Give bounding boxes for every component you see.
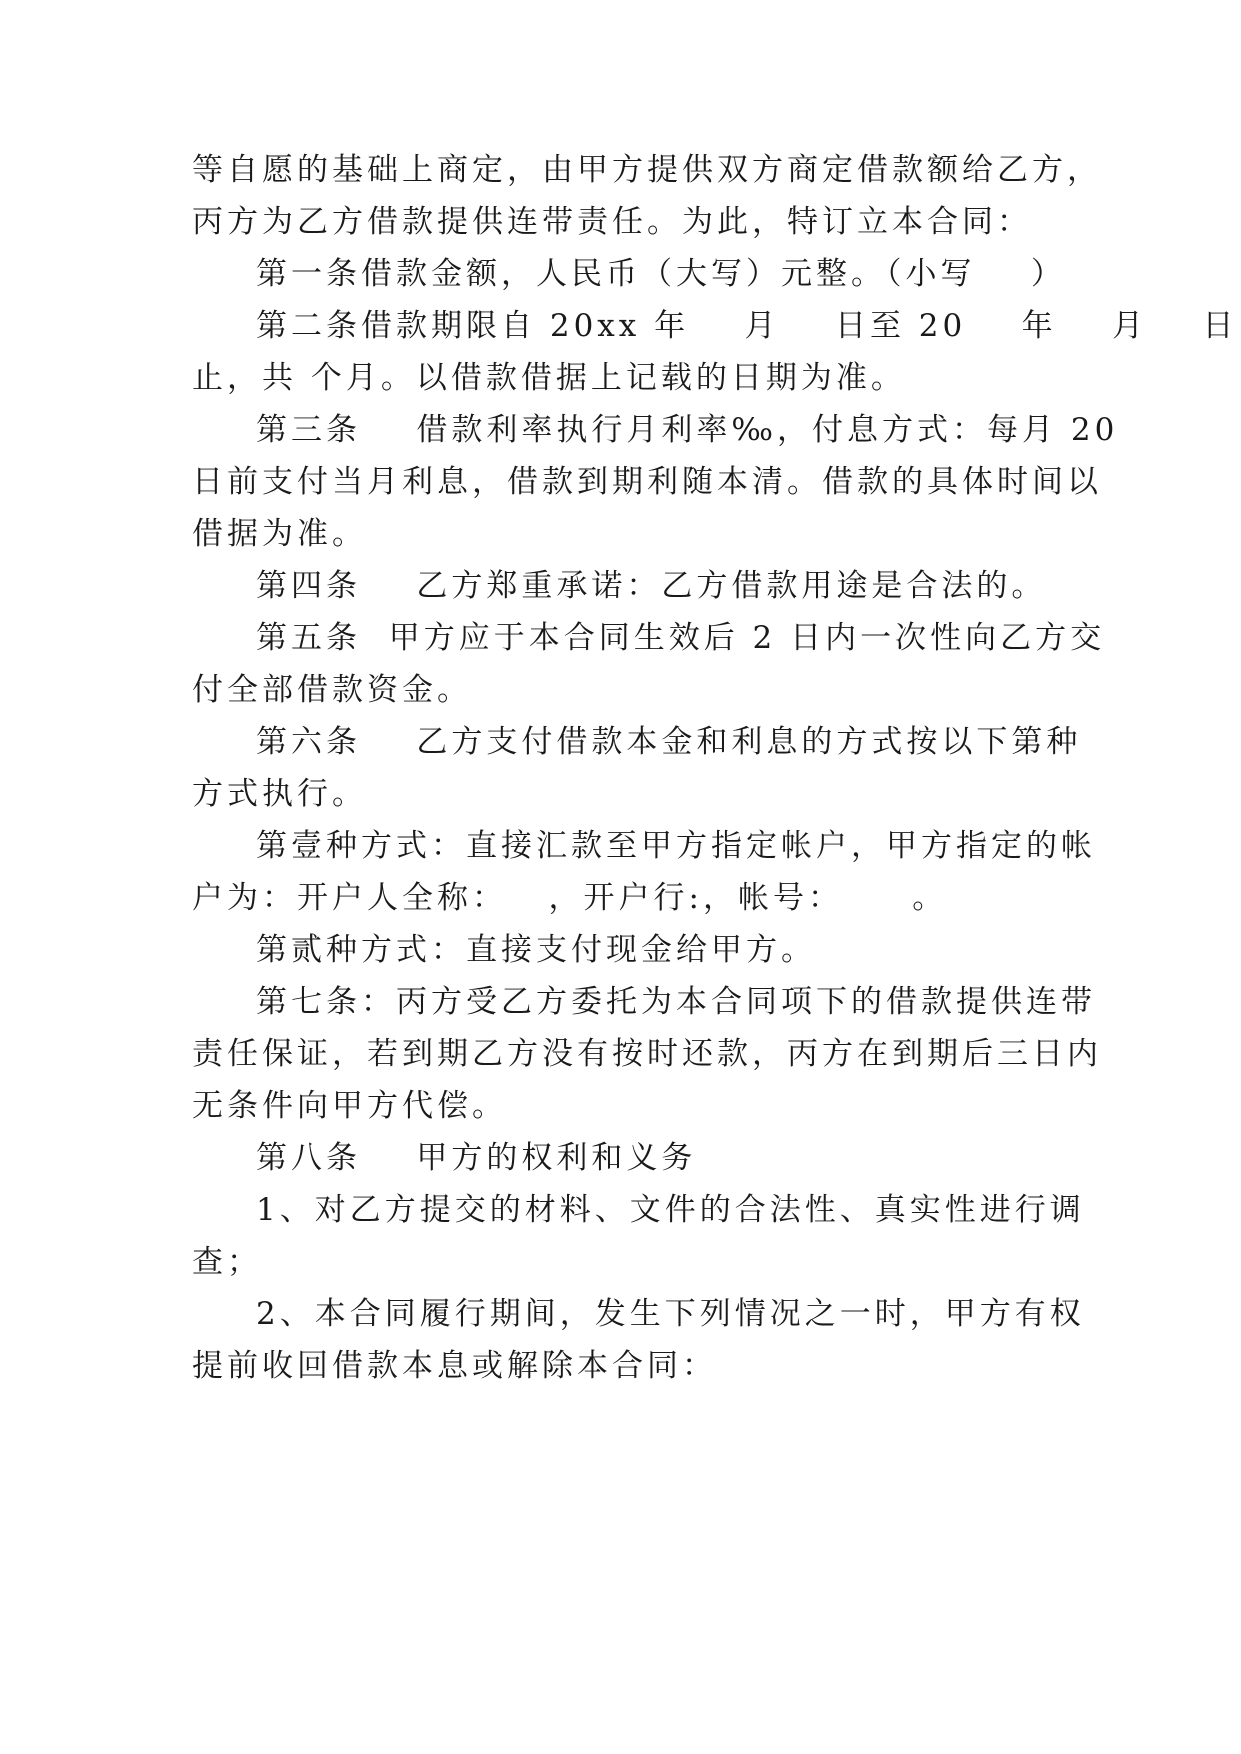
text-line: 方式执行。 [192, 776, 367, 812]
article-6-line: 第六条 乙方支付借款本金和利息的方式按以下第种 [256, 724, 1082, 760]
text-line: 等自愿的基础上商定，由甲方提供双方商定借款额给乙方， [192, 152, 1102, 188]
article-5-line: 第五条 甲方应于本合同生效后 2 日内一次性向乙方交 [256, 620, 1106, 656]
article-8-heading: 第八条 甲方的权利和义务 [256, 1140, 697, 1176]
clause-1-line: 1、对乙方提交的材料、文件的合法性、真实性进行调 [256, 1192, 1085, 1228]
text-line: 无条件向甲方代偿。 [192, 1088, 507, 1124]
clause-2-line: 2、本合同履行期间，发生下列情况之一时，甲方有权 [256, 1296, 1085, 1332]
text-line: 户为：开户人全称： ，开户行:，帐号： 。 [192, 880, 948, 916]
method-2-line: 第贰种方式：直接支付现金给甲方。 [256, 932, 816, 968]
method-1-line: 第壹种方式：直接汇款至甲方指定帐户，甲方指定的帐 [256, 828, 1096, 864]
article-1-line: 第一条借款金额，人民币（大写）元整。（小写 ） [256, 256, 1066, 292]
text-line: 借据为准。 [192, 516, 367, 552]
text-line: 责任保证，若到期乙方没有按时还款，丙方在到期后三日内 [192, 1036, 1102, 1072]
text-line: 提前收回借款本息或解除本合同： [192, 1348, 717, 1384]
text-line: 查； [192, 1244, 262, 1280]
text-line: 丙方为乙方借款提供连带责任。为此，特订立本合同： [192, 204, 1032, 240]
article-2-line: 第二条借款期限自 20xx 年 月 日至 20 年 月 日 [256, 308, 1238, 344]
text-line: 日前支付当月利息，借款到期利随本清。借款的具体时间以 [192, 464, 1102, 500]
article-3-line: 第三条 借款利率执行月利率‰，付息方式：每月 20 [256, 412, 1119, 448]
text-line: 付全部借款资金。 [192, 672, 472, 708]
article-7-line: 第七条：丙方受乙方委托为本合同项下的借款提供连带 [256, 984, 1096, 1020]
article-4-line: 第四条 乙方郑重承诺：乙方借款用途是合法的。 [256, 568, 1047, 604]
text-line: 止，共 个月。以借款借据上记载的日期为准。 [192, 360, 906, 396]
